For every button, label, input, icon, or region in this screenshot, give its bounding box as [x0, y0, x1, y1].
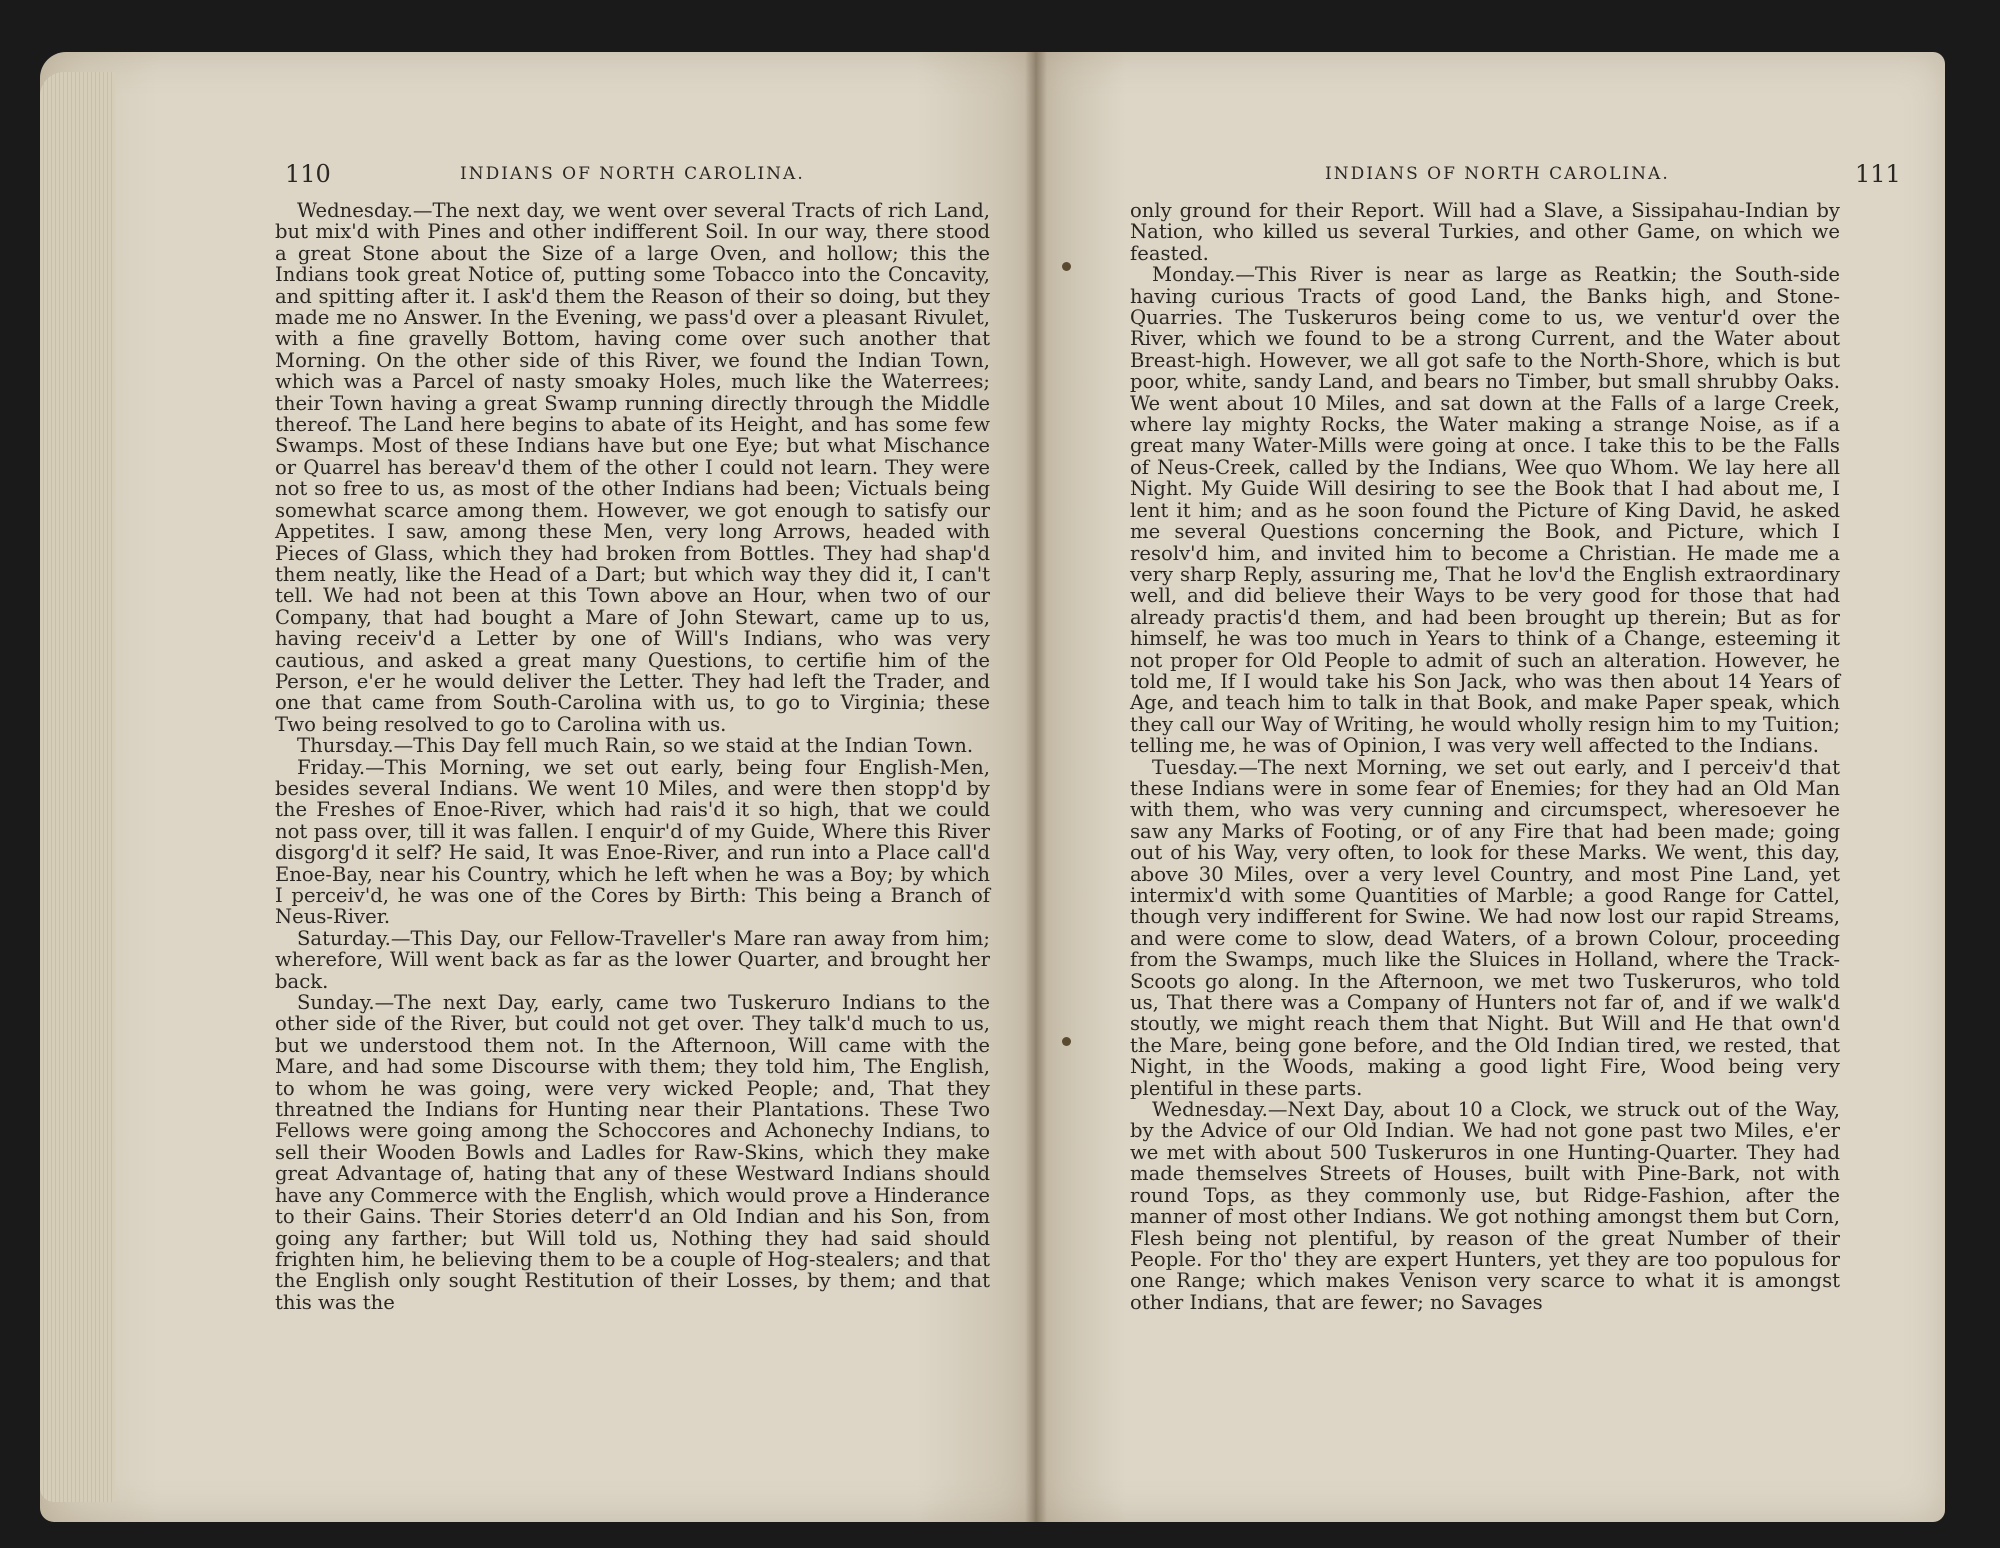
paragraph: Saturday.—This Day, our Fellow-Traveller's Mare ran away from him; wherefore, Will went back as far as the lower Quarter, and brought her back.	[275, 926, 990, 993]
binding-stain	[1062, 262, 1071, 271]
paragraph: Wednesday.—Next Day, about 10 a Clock, we struck out of the Way, by the Advice of our Old Indian. We had not gone past two Miles, e'er we met with about 500 Tuskeruros in one Hunting-Quarter. They had made themselves Streets of Houses, built with Pine-Bark, not with round Tops, as they commonly use, but Ridge-Fashion, after the manner of most other Indians. We got nothing amongst them but Corn, Flesh being not plentiful, by reason of the great Number of their People. For tho' they are expert Hunters, yet they are too populous for one Range; which makes Venison very scarce to what it is amongst other Indians, that are fewer; no Savages	[1130, 1098, 1840, 1314]
running-head-left: INDIANS OF NORTH CAROLINA.	[460, 164, 805, 184]
paragraph: only ground for their Report. Will had a Slave, a Sissipahau-Indian by Nation, who killed us several Turkies, and other Game, on which we feasted.	[1130, 199, 1840, 265]
open-book	[40, 52, 1945, 1522]
running-head-right: INDIANS OF NORTH CAROLINA.	[1325, 164, 1670, 184]
binding-stain	[1062, 1037, 1071, 1046]
left-page-text	[275, 200, 990, 1313]
paragraph: Friday.—This Morning, we set out early, being four English-Men, besides several Indians. We went 10 Miles, and were then stopp'd by the Freshes of Enoe-River, which had rais'd it so high, that we could not pass over, till it was fallen. I enquir'd of my Guide, Where this River disgorg'd it self? He said, It was Enoe-River, and run into a Place call'd Enoe-Bay, near his Country, which he left when he was a Boy; by which I perceiv'd, he was one of the Cores by Birth: This being a Branch of Neus-River.	[275, 755, 990, 929]
paragraph: Tuesday.—The next Morning, we set out early, and I perceiv'd that these Indians were in some fear of Enemies; for they had an Old Man with them, who was very cunning and circumspect, wheresoever he saw any Marks of Footing, or of any Fire that had been made; going out of his Way, very often, to look for these Marks. We went, this day, above 30 Miles, over a very level Country, and most Pine Land, yet intermix'd with some Quantities of Marble; a good Range for Cattel, though very indifferent for Swine. We had now lost our rapid Streams, and were come to slow, dead Waters, of a brown Colour, proceeding from the Swamps, much like the Sluices in Holland, where the Track-Scoots go along. In the Afternoon, we met two Tuskeruros, who told us, That there was a Company of Hunters not far of, and if we walk'd stoutly, we might reach them that Night. But Will and He that own'd the Mare, being gone before, and the Old Indian tired, we rested, that Night, in the Woods, making a good light Fire, Wood being very plentiful in these parts.	[1130, 755, 1840, 1100]
page-edges	[40, 72, 115, 1502]
paragraph: Thursday.—This Day fell much Rain, so we staid at the Indian Town.	[297, 734, 974, 758]
right-page	[1035, 52, 1945, 1522]
paragraph: Monday.—This River is near as large as Reatkin; the South-side having curious Tracts of good Land, the Banks high, and Stone-Quarries. The Tuskeruros being come to us, we ventur'd over the River, which we found to be a strong Current, and the Water about Breast-high. However, we all got safe to the North-Shore, which is but poor, white, sandy Land, and bears no Timber, but small shrubby Oaks. We went about 10 Miles, and sat down at the Falls of a large Creek, where lay mighty Rocks, the Water making a strange Noise, as if a great many Water-Mills were going at once. I take this to be the Falls of Neus-Creek, called by the Indians, Wee quo Whom. We lay here all Night. My Guide Will desiring to see the Book that I had about me, I lent it him; and as he soon found the Picture of King David, he asked me several Questions concerning the Book, and Picture, which I resolv'd him, and invited him to become a Christian. He made me a very sharp Reply, assuring me, That he lov'd the English extraordinary well, and did believe their Ways to be very good for those that had already practis'd them, and had been brought up therein; But as for himself, he was too much in Years to think of a Change, esteeming it not proper for Old People to admit of such an alteration. However, he told me, If I would take his Son Jack, who was then about 14 Years of Age, and teach him to talk in that Book, and make Paper speak, which they call our Way of Writing, he would wholly resign him to my Tuition; telling me, he was of Opinion, I was very well affected to the Indians.	[1130, 263, 1840, 758]
page-number-left: 110	[285, 160, 331, 188]
book-gutter	[1025, 52, 1047, 1522]
left-page	[40, 52, 1035, 1522]
paragraph: Sunday.—The next Day, early, came two Tuskeruro Indians to the other side of the River, but could not get over. They talk'd much to us, but we understood them not. In the Afternoon, Will came with the Mare, and had some Discourse with them; they told him, The English, to whom he was going, were very wicked People; and, That they threatned the Indians for Hunting near their Plantations. These Two Fellows were going among the Schoccores and Achonechy Indians, to sell their Wooden Bowls and Ladles for Raw-Skins, which they make great Advantage of, hating that any of these Westward Indians should have any Commerce with the English, which would prove a Hinderance to their Gains. Their Stories deterr'd an Old Indian and his Son, from going any farther; but Will told us, Nothing they had said should frighten him, he believing them to be a couple of Hog-stealers; and that the English only sought Restitution of their Losses, by them; and that this was the	[275, 991, 990, 1314]
page-number-right: 111	[1855, 160, 1901, 188]
right-page-text	[1130, 200, 1840, 1313]
paragraph: Wednesday.—The next day, we went over several Tracts of rich Land, but mix'd with Pines and other indifferent Soil. In our way, there stood a great Stone about the Size of a large Oven, and hollow; this the Indians took great Notice of, putting some Tobacco into the Concavity, and spitting after it. I ask'd them the Reason of their so doing, but they made me no Answer. In the Evening, we pass'd over a pleasant Rivulet, with a fine gravelly Bottom, having come over such another that Morning. On the other side of this River, we found the Indian Town, which was a Parcel of nasty smoaky Holes, much like the Waterrees; their Town having a great Swamp running directly through the Middle thereof. The Land here begins to abate of its Height, and has some few Swamps. Most of these Indians have but one Eye; but what Mischance or Quarrel has bereav'd them of the other I could not learn. They were not so free to us, as most of the other Indians had been; Victuals being somewhat scarce among them. However, we got enough to satisfy our Appetites. I saw, among these Men, very long Arrows, headed with Pieces of Glass, which they had broken from Bottles. They had shap'd them neatly, like the Head of a Dart; but which way they did it, I can't tell. We had not been at this Town above an Hour, when two of our Company, that had bought a Mare of John Stewart, came up to us, having receiv'd a Letter by one of Will's Indians, who was very cautious, and asked a great many Questions, to certifie him of the Person, e'er he would deliver the Letter. They had left the Trader, and one that came from South-Carolina with us, to go to Virginia; these Two being resolved to go to Carolina with us.	[275, 199, 990, 736]
